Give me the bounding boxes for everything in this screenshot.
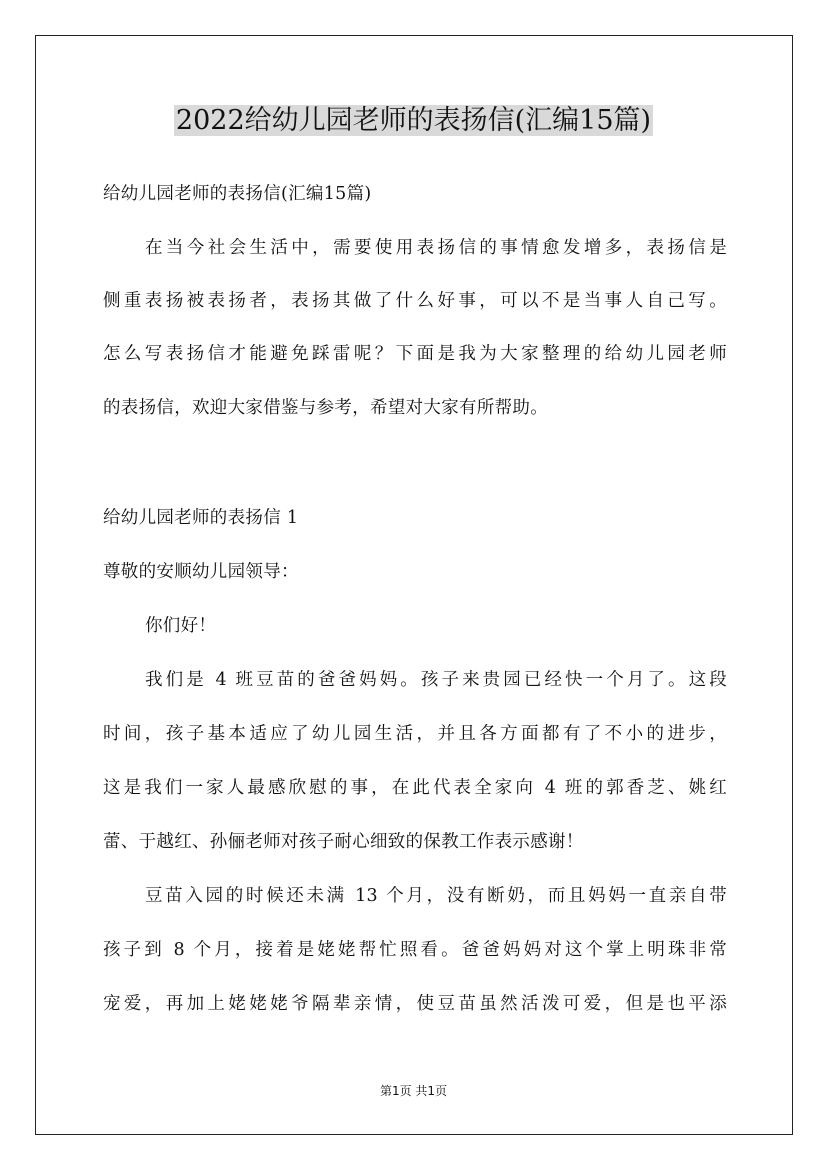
intro-line: 怎么写表扬信才能避免踩雷呢？下面是我为大家整理的给幼儿园老师	[103, 344, 727, 364]
intro-line: 侧重表扬被表扬者，表扬其做了什么好事，可以不是当事人自己写。	[103, 291, 727, 311]
document-title	[0, 100, 827, 142]
paragraph-line: 蕾、于越红、孙俪老师对孩子耐心细致的保教工作表示感谢！	[103, 832, 584, 852]
greeting: 你们好！	[145, 616, 217, 636]
salutation: 尊敬的安顺幼儿园领导：	[103, 562, 299, 582]
subtitle: 给幼儿园老师的表扬信(汇编15篇)	[103, 184, 372, 204]
intro-line: 的表扬信，欢迎大家借鉴与参考，希望对大家有所帮助。	[103, 398, 548, 418]
paragraph-line: 这是我们一家人最感欣慰的事，在此代表全家向 4 班的郭香芝、姚红	[103, 778, 727, 798]
intro-line: 在当今社会生活中，需要使用表扬信的事情愈发增多，表扬信是	[145, 238, 727, 258]
paragraph-line: 孩子到 8 个月，接着是姥姥帮忙照看。爸爸妈妈对这个掌上明珠非常	[103, 940, 727, 960]
paragraph-line: 宠爱，再加上姥姥姥爷隔辈亲情，使豆苗虽然活泼可爱，但是也平添	[103, 994, 727, 1014]
page-footer: 第1页 共1页	[379, 1084, 448, 1098]
paragraph-line: 时间，孩子基本适应了幼儿园生活，并且各方面都有了不小的进步，	[103, 724, 727, 744]
section-heading: 给幼儿园老师的表扬信 1	[103, 508, 299, 528]
paragraph-line: 我们是 4 班豆苗的爸爸妈妈。孩子来贵园已经快一个月了。这段	[145, 670, 727, 690]
paragraph-line: 豆苗入园的时候还未满 13 个月，没有断奶，而且妈妈一直亲自带	[145, 886, 727, 906]
document-title-text: 2022给幼儿园老师的表扬信(汇编15篇)	[175, 105, 652, 136]
